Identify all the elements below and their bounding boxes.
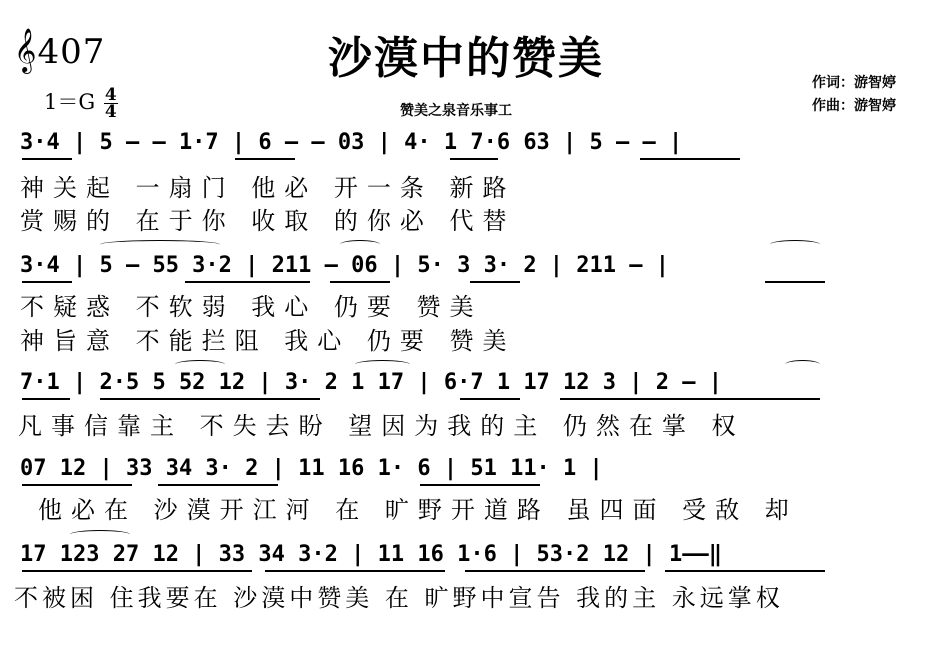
lyric-row-5: 不被困 住我要在 沙漠中赞美 在 旷野中宣告 我的主 永远掌权 [14, 584, 784, 612]
lyric-row-1-verse-1: 神关起 一扇门 他必 开一条 新路 [20, 174, 516, 202]
beam-underline [470, 281, 520, 283]
beam-underline [265, 570, 445, 572]
beam-underline [640, 158, 740, 160]
notation-row-4: 07 12 | 33 34 3· 2 | 11 16 1· 6 | 51 11· 1 | [20, 456, 603, 481]
notation-row-2: 3·4 | 5 – 55 3·2 | 211 – 06 | 5· 3 3· 2 | 211 – | [20, 253, 670, 278]
time-signature-top: 4 [104, 85, 117, 105]
beam-underline [560, 398, 820, 400]
hymn-number-text: 407 [37, 32, 106, 72]
beam-underline [100, 398, 320, 400]
beam-underline [420, 484, 540, 486]
composer-credit: 作曲：游智婷 [812, 98, 896, 114]
slur-mark [70, 530, 130, 539]
beam-underline [22, 398, 70, 400]
beam-underline [22, 484, 132, 486]
slur-mark [100, 240, 220, 249]
lyric-row-2-verse-2: 神旨意 不能拦阻 我心 仍要 赞美 [20, 327, 516, 355]
slur-mark [340, 240, 380, 249]
beam-underline [22, 570, 252, 572]
slur-mark [175, 360, 225, 369]
key-signature [44, 86, 118, 120]
beam-underline [22, 158, 72, 160]
notation-row-3: 7·1 | 2·5 5 52 12 | 3· 2 1 17 | 6·7 1 17 12 3 | 2 – | [20, 370, 722, 395]
time-signature [104, 87, 118, 120]
beam-underline [465, 570, 645, 572]
song-title: 沙漠中的赞美 [328, 33, 604, 84]
beam-underline [235, 158, 295, 160]
beam-underline [765, 281, 825, 283]
lyric-row-2-verse-1: 不疑惑 不软弱 我心 仍要 赞美 [20, 293, 483, 321]
time-signature-bottom: 4 [104, 102, 117, 122]
slur-mark [785, 360, 820, 369]
beam-underline [665, 570, 825, 572]
lyric-row-1-verse-2: 赏赐的 在于你 收取 的你必 代替 [20, 207, 516, 235]
treble-clef-icon: 𝄞 [14, 28, 38, 72]
beam-underline [460, 398, 520, 400]
slur-mark [770, 240, 820, 249]
beam-underline [450, 158, 498, 160]
lyric-row-3: 凡事信靠主 不失去盼 望因为我的主 仍然在掌 权 [18, 412, 745, 440]
slur-mark [355, 360, 410, 369]
notation-row-5: 17 123 27 12 | 33 34 3·2 | 11 16 1·6 | 53·2 12 | 1––‖ [20, 542, 722, 567]
notation-row-1: 3·4 | 5 – – 1·7 | 6 – – 03 | 4· 1 7·6 63 | 5 – – | [20, 130, 683, 155]
lyric-row-4: 他必在 沙漠开江河 在 旷野开道路 虽四面 受敌 却 [38, 496, 798, 524]
beam-underline [158, 484, 278, 486]
lyricist-credit: 作词：游智婷 [812, 75, 896, 91]
beam-underline [330, 281, 390, 283]
beam-underline [185, 281, 310, 283]
publisher: 赞美之泉音乐事工 [400, 103, 512, 119]
key-label: 1＝G [44, 90, 96, 114]
beam-underline [22, 281, 72, 283]
